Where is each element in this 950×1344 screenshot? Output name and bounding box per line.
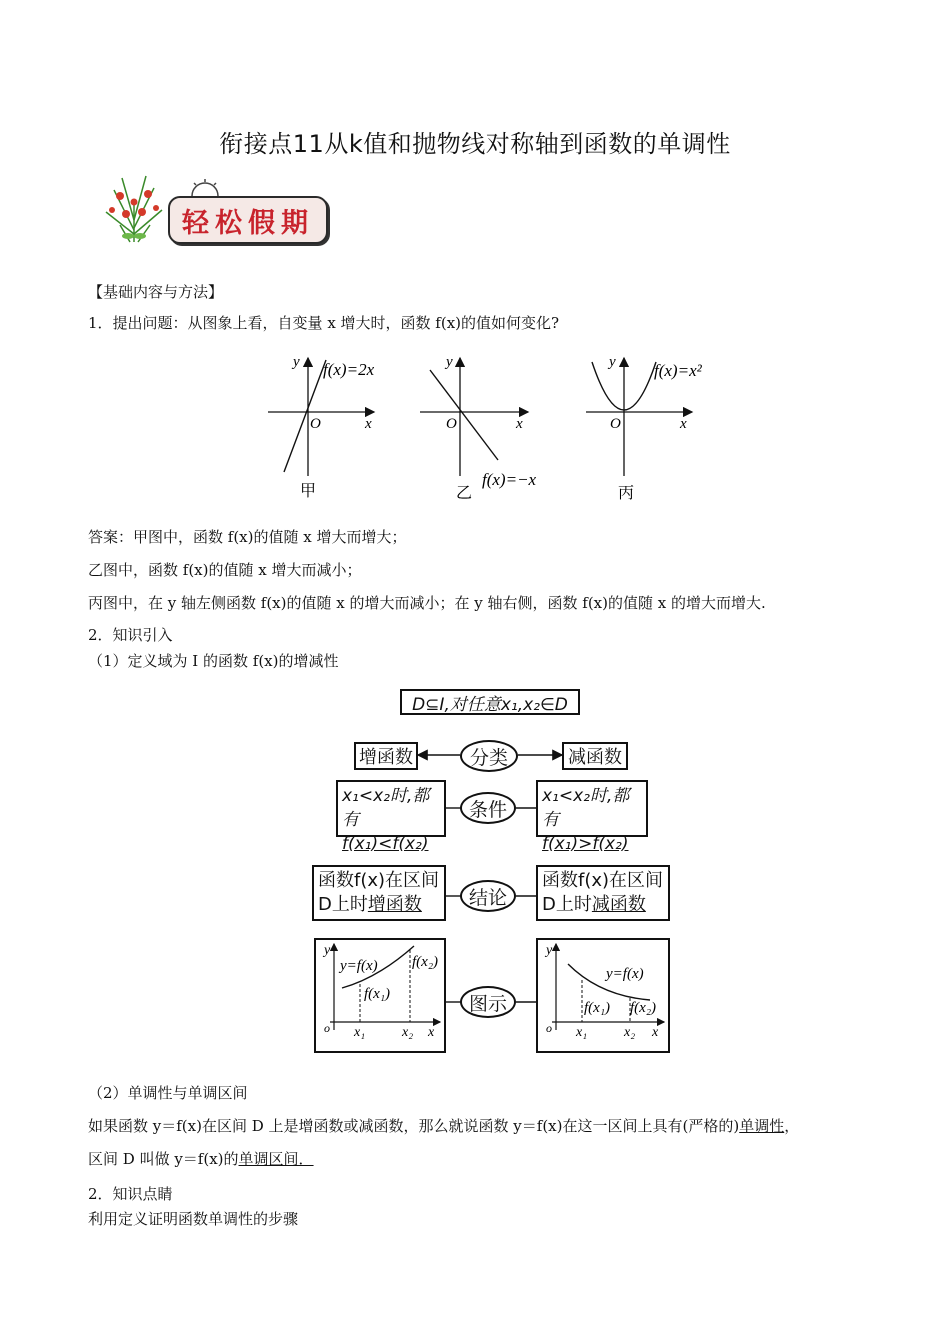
graph-bing-func: f(x)=x² (654, 361, 702, 380)
graph-bing-origin: O (610, 416, 621, 432)
decreasing-sketch (538, 940, 668, 1051)
graph-bing-y: y (609, 354, 616, 370)
mono-p2-term: 单调区间． (238, 1150, 314, 1168)
left-fig-curve: y=f(x) (340, 958, 378, 974)
answer-line-2: 乙图中，函数 f(x)的值随 x 增大而减小； (88, 561, 362, 579)
graph-yi-func: f(x)=−x (482, 470, 537, 489)
left-fig-x: x (428, 1025, 435, 1040)
monotonicity-paragraph-1 (88, 1116, 799, 1136)
right-fig-x1: x₁ (576, 1025, 588, 1040)
graph-jia-func: f(x)=2x (323, 360, 375, 379)
mono-p1-term: 单调性 (739, 1117, 785, 1135)
figure-oval: 图示 (460, 986, 516, 1018)
holiday-logo-text: 轻松假期 (182, 207, 314, 239)
conclusion-oval: 结论 (460, 880, 516, 912)
left-fig-x2: x₂ (402, 1025, 414, 1040)
section-3-text: 利用定义证明函数单调性的步骤 (88, 1210, 299, 1228)
right-fig-x: x (652, 1025, 659, 1040)
graph-yi-x: x (516, 416, 523, 432)
mono-p2-a: 区间 D 叫做 y＝f(x)的 (88, 1150, 239, 1168)
answer-line-3: 丙图中，在 y 轴左侧函数 f(x)的值随 x 的增大而减小；在 y 轴右侧，函数 f(x)的值随 x 的增大而增大. (88, 594, 766, 612)
mono-p1-a: 如果函数 y＝f(x)在区间 D 上是增函数或减函数，那么就说函数 y＝f(x)在这一区间上具有(严格的) (88, 1117, 740, 1135)
graph-jia (268, 354, 375, 500)
decreasing-function-label: 减函数 (568, 747, 622, 768)
right-fig-fx2: f(x₂) (630, 1000, 657, 1016)
flow-top-text: D⊆I,对任意x₁,x₂∈D (412, 694, 568, 715)
left-condition-line1: x₁<x₂时,都有 (342, 786, 430, 830)
left-conclusion-line1: 函数f(x)在区间 (318, 870, 440, 891)
answer-line-1: 答案：甲图中，函数 f(x)的值随 x 增大而增大； (88, 528, 407, 546)
right-conclusion-line2b: 减函数 (591, 894, 646, 915)
section-2-heading: 2．知识引入 (88, 626, 173, 644)
graph-bing-x: x (680, 416, 687, 432)
page-title: 衔接点11从k值和抛物线对称轴到函数的单调性 (219, 130, 731, 158)
right-fig-fx1: f(x₁) (584, 1000, 611, 1016)
right-condition-line2: f(x₁)>f(x₂) (542, 834, 629, 854)
right-condition-box (536, 780, 648, 854)
graph-bing (586, 354, 703, 502)
right-figure-box (536, 938, 670, 1053)
left-fig-fx2: f(x₂) (412, 954, 439, 970)
graph-yi-caption: 乙 (456, 485, 473, 502)
right-conclusion-line1: 函数f(x)在区间 (542, 870, 664, 891)
left-figure-box (314, 938, 446, 1053)
graph-jia-y: y (293, 354, 300, 370)
right-conclusion-box (536, 865, 670, 921)
flow-top-box (400, 689, 580, 715)
condition-oval: 条件 (460, 792, 516, 824)
sun-cloud-icon (188, 178, 222, 196)
left-conclusion-line2b: 增函数 (367, 894, 422, 915)
graph-yi-origin: O (446, 416, 457, 432)
left-conclusion-line2a: D上时 (318, 894, 368, 915)
right-fig-y: y (546, 943, 553, 958)
increasing-function-label: 增函数 (359, 747, 413, 768)
monotonicity-paragraph-2 (88, 1149, 314, 1169)
increasing-function-box (354, 742, 418, 770)
section-3-heading: 2．知识点睛 (88, 1185, 173, 1203)
left-fig-y: y (324, 943, 331, 958)
graph-jia-x: x (365, 416, 372, 432)
left-fig-x1: x₁ (354, 1025, 366, 1040)
section-2-sub1: （1）定义域为 I 的函数 f(x)的增减性 (88, 652, 339, 670)
graph-yi-y: y (446, 354, 453, 370)
section-heading: 【基础内容与方法】 (88, 283, 224, 301)
question-1: 1．提出问题：从图象上看，自变量 x 增大时，函数 f(x)的值如何变化? (88, 314, 560, 332)
left-condition-line2: f(x₁)<f(x₂) (342, 834, 429, 854)
graph-jia-caption: 甲 (300, 483, 317, 500)
decreasing-function-box (562, 742, 628, 770)
left-conclusion-box (312, 865, 446, 921)
graph-bing-caption: 丙 (618, 485, 635, 502)
right-condition-line1: x₁<x₂时,都有 (542, 786, 630, 830)
graphs-figure (260, 348, 730, 508)
right-conclusion-line2a: D上时 (542, 894, 592, 915)
right-fig-origin: o (546, 1021, 552, 1035)
graph-yi (420, 354, 537, 502)
left-fig-fx1: f(x₁) (364, 986, 391, 1002)
graph-jia-origin: O (310, 416, 321, 432)
increasing-sketch (316, 940, 444, 1051)
left-condition-box (336, 780, 446, 854)
right-fig-curve: y=f(x) (606, 966, 644, 982)
left-fig-origin: o (324, 1021, 330, 1035)
holiday-logo-badge (168, 196, 328, 244)
classify-oval: 分类 (460, 740, 518, 772)
flower-illustration (100, 170, 168, 244)
right-fig-x2: x₂ (624, 1025, 636, 1040)
mono-p1-c: ， (784, 1117, 800, 1135)
section-2-sub2: （2）单调性与单调区间 (88, 1084, 248, 1102)
